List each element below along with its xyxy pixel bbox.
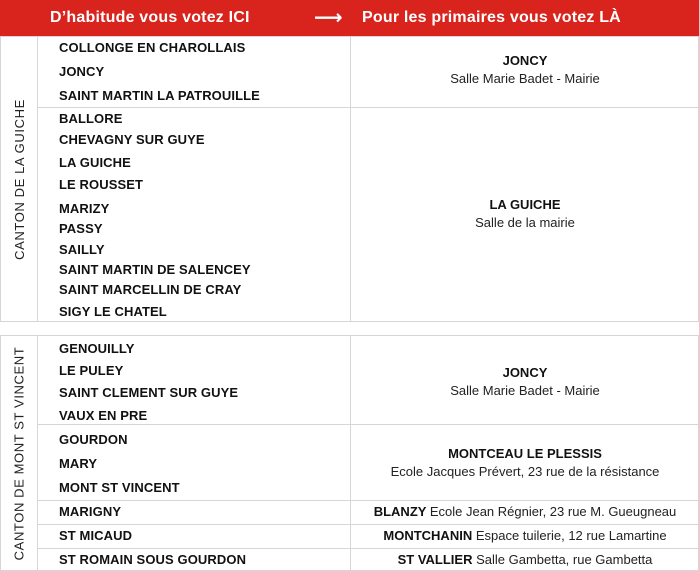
- row-divider: [38, 524, 698, 525]
- polling-venue: Salle de la mairie: [475, 215, 575, 230]
- polling-place: [352, 53, 698, 86]
- polling-place: [352, 197, 698, 230]
- polling-venue: Salle Gambetta, rue Gambetta: [476, 552, 653, 567]
- column-divider: [37, 336, 38, 570]
- commune: SAILLY: [59, 242, 105, 257]
- canton-mont-st-vincent: [0, 335, 699, 571]
- commune: VAUX EN PRE: [59, 408, 148, 423]
- canton-la-guiche: [0, 36, 699, 322]
- arrow-right-icon: ⟶: [314, 7, 343, 29]
- row-divider: [38, 548, 698, 549]
- polling-place: [352, 528, 698, 543]
- row-divider: [38, 107, 698, 108]
- polling-town: BLANZY: [373, 504, 430, 519]
- commune: SAINT MARCELLIN DE CRAY: [59, 282, 242, 297]
- row-divider: [38, 500, 698, 501]
- commune: MONT ST VINCENT: [59, 480, 180, 495]
- polling-place: [352, 504, 698, 519]
- canton-name: CANTON DE LA GUICHE: [11, 98, 27, 260]
- commune: BALLORE: [59, 111, 123, 126]
- header-usual-label: D’habitude vous votez ICI: [50, 9, 250, 26]
- polling-town: JONCY: [502, 53, 548, 68]
- commune: ST ROMAIN SOUS GOURDON: [59, 552, 247, 567]
- commune: COLLONGE EN CHAROLLAIS: [59, 40, 246, 55]
- commune: CHEVAGNY SUR GUYE: [59, 132, 205, 147]
- commune: MARIZY: [59, 201, 110, 216]
- commune: JONCY: [59, 64, 105, 79]
- polling-venue: Salle Marie Badet - Mairie: [450, 383, 600, 398]
- commune: SAINT MARTIN DE SALENCEY: [59, 262, 251, 277]
- polling-place: [352, 446, 698, 479]
- polling-town: MONTCEAU LE PLESSIS: [448, 446, 602, 461]
- commune: GOURDON: [59, 432, 128, 447]
- polling-place: [352, 365, 698, 398]
- polling-venue: Ecole Jean Régnier, 23 rue M. Gueugneau: [429, 504, 677, 519]
- canton-name: CANTON DE MONT ST VINCENT: [11, 346, 27, 560]
- commune: MARY: [59, 456, 98, 471]
- canton-label: [1, 336, 37, 570]
- commune: SIGY LE CHATEL: [59, 304, 167, 319]
- table-header: [0, 0, 699, 36]
- commune: LE ROUSSET: [59, 177, 144, 192]
- column-divider: [350, 336, 351, 570]
- polling-town: LA GUICHE: [489, 197, 561, 212]
- column-divider: [37, 37, 38, 321]
- commune: SAINT CLEMENT SUR GUYE: [59, 385, 239, 400]
- polling-venue: Espace tuilerie, 12 rue Lamartine: [475, 528, 667, 543]
- column-divider: [350, 37, 351, 321]
- commune: LA GUICHE: [59, 155, 131, 170]
- commune: GENOUILLY: [59, 341, 135, 356]
- commune: LE PULEY: [59, 363, 124, 378]
- polling-venue: Salle Marie Badet - Mairie: [450, 71, 600, 86]
- polling-venue: Ecole Jacques Prévert, 23 rue de la résistance: [390, 464, 660, 479]
- polling-place: [352, 552, 698, 567]
- commune: SAINT MARTIN LA PATROUILLE: [59, 88, 260, 103]
- header-primaries-label: Pour les primaires vous votez LÀ: [362, 9, 621, 26]
- commune: ST MICAUD: [59, 528, 133, 543]
- commune: PASSY: [59, 221, 103, 236]
- polling-town: ST VALLIER: [397, 552, 477, 567]
- canton-label: [1, 37, 37, 321]
- polling-town: MONTCHANIN: [383, 528, 476, 543]
- polling-town: JONCY: [502, 365, 548, 380]
- row-divider: [38, 424, 698, 425]
- commune: MARIGNY: [59, 504, 122, 519]
